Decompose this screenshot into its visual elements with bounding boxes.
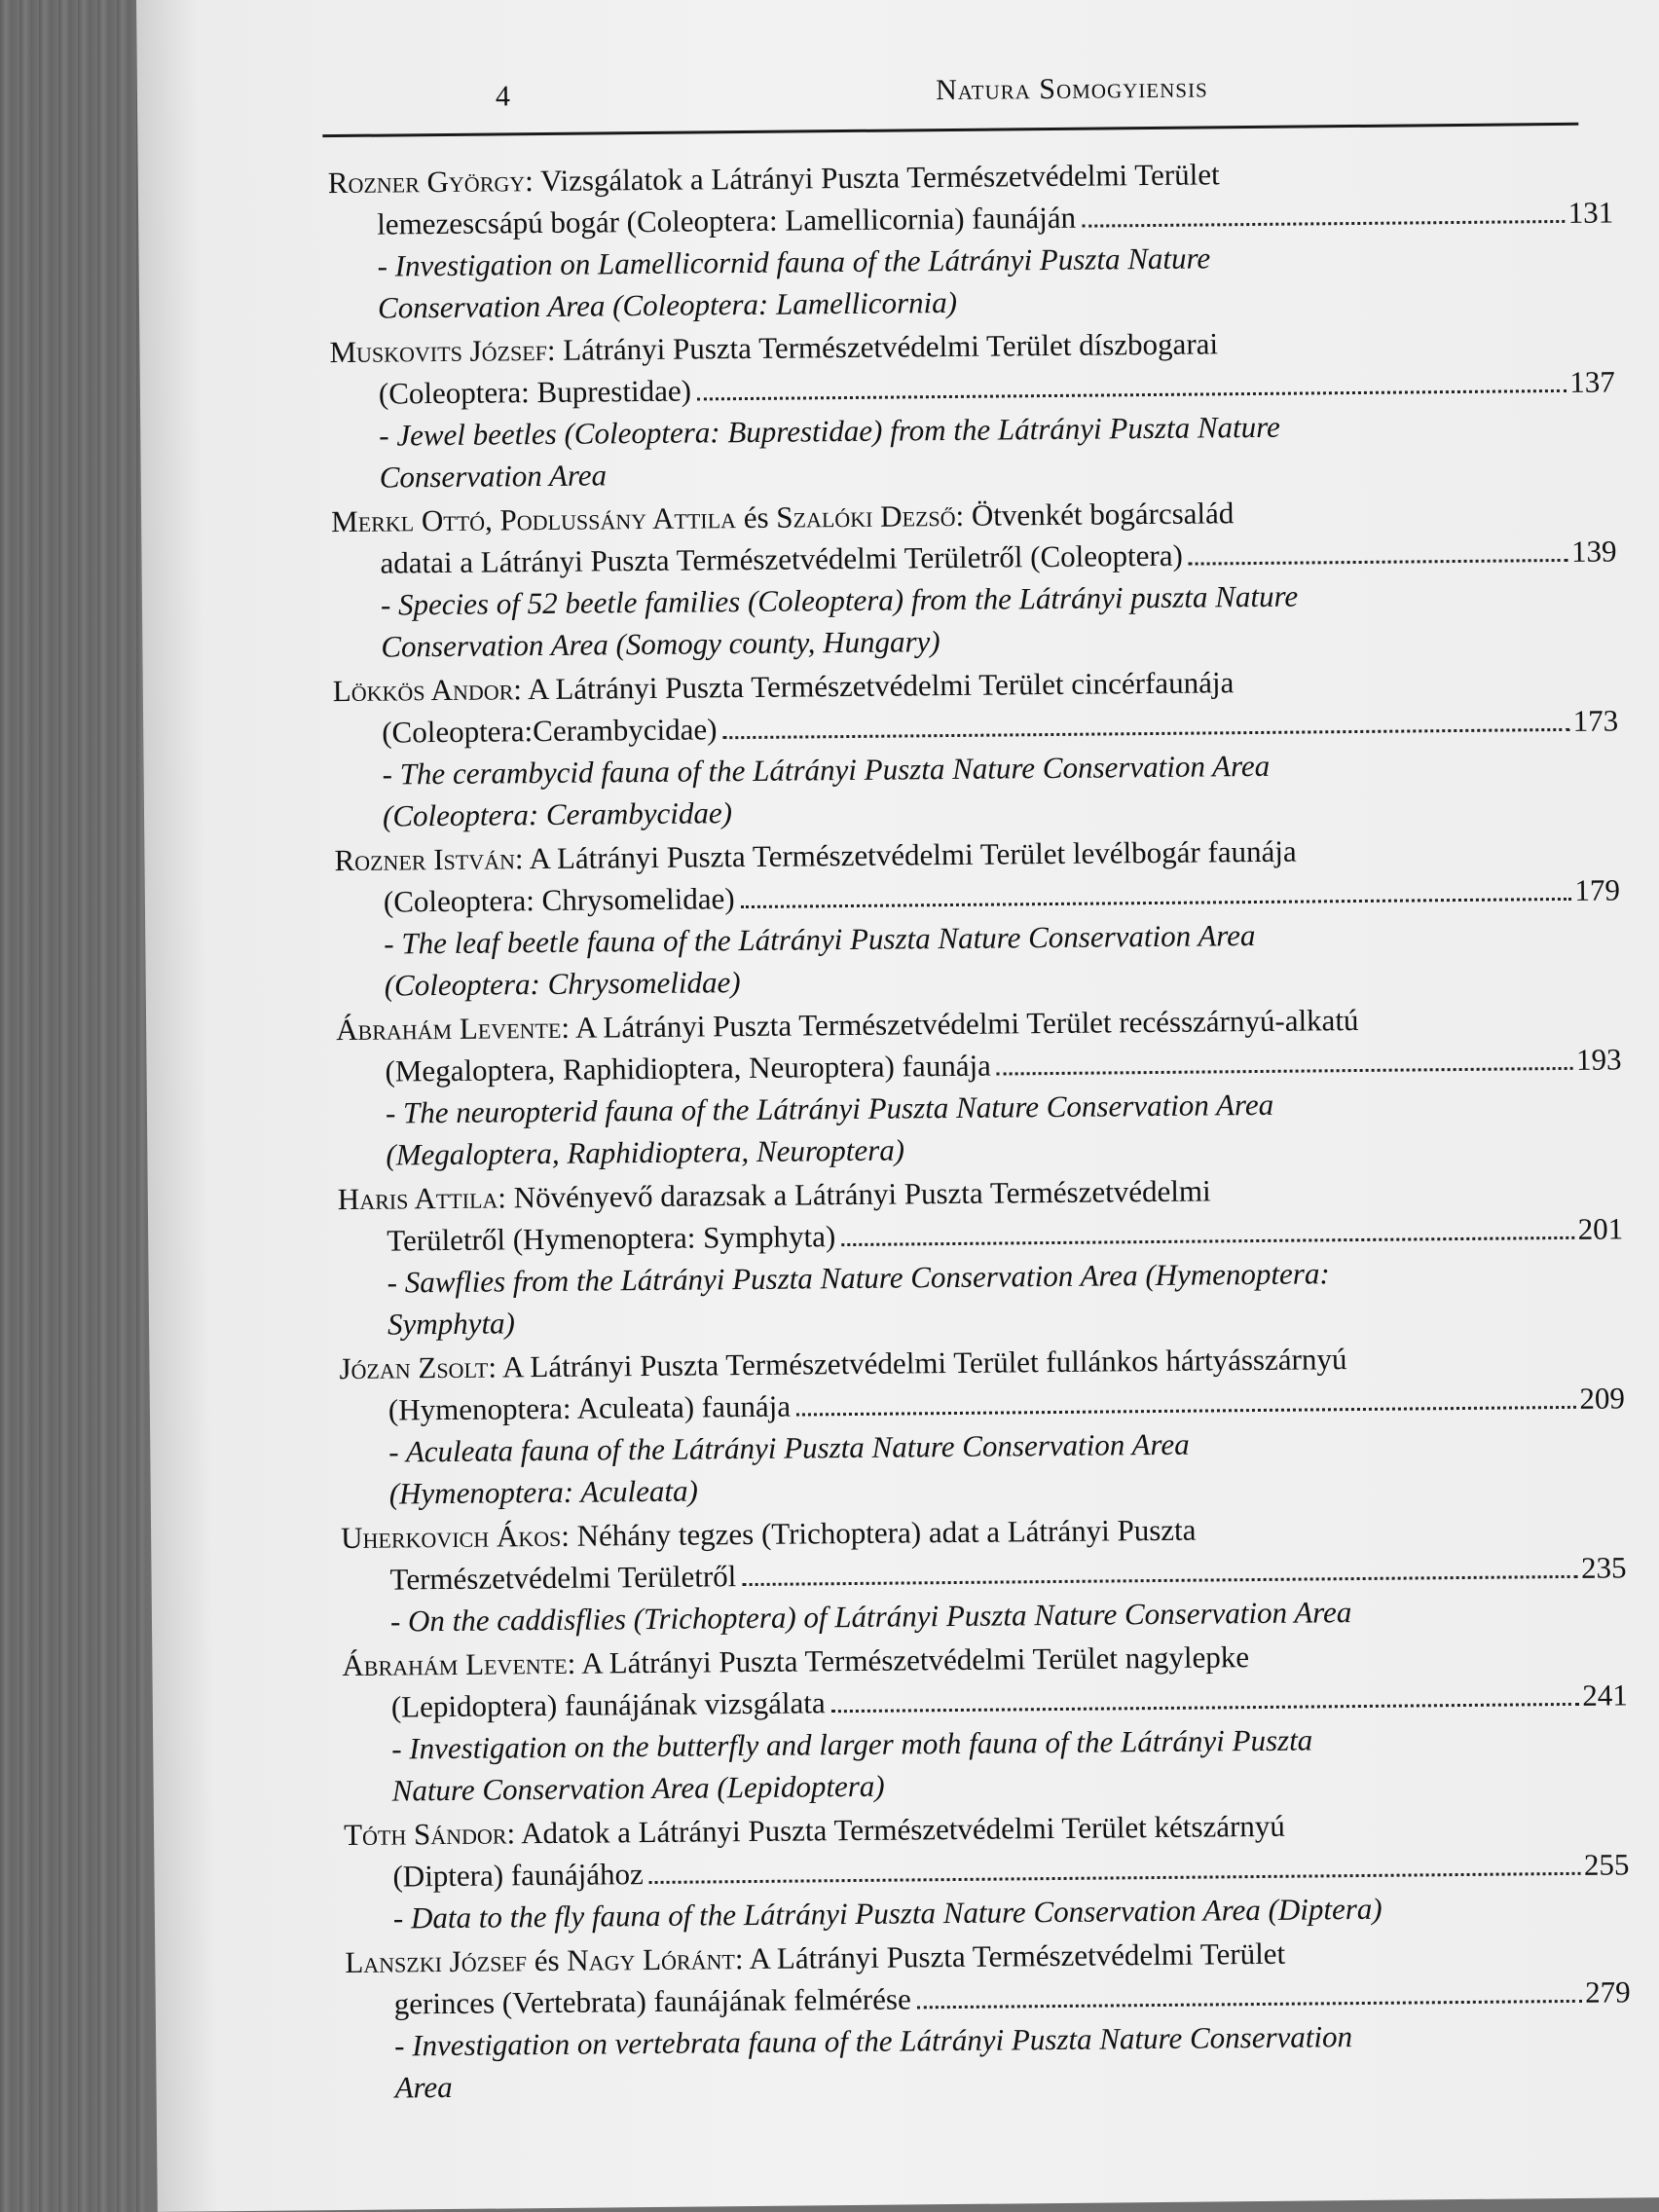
title-continuation: (Coleoptera: Buprestidae) [378,373,692,411]
title-english: Area [394,2069,453,2105]
title-english: - Investigation on Lamellicornid fauna of the Látrányi Puszta Nature [377,240,1211,283]
title-english: (Megaloptera, Raphidioptera, Neuroptera) [386,1132,905,1172]
author-name: Rozner György [327,164,526,201]
author-name: Rozner István [334,841,516,878]
toc-entry [345,1929,1632,2109]
toc-entry [333,657,1620,837]
title-continuation: (Diptera) faunájához [392,1857,644,1894]
page-reference: 201 [1577,1211,1624,1246]
title-english: - Sawflies from the Látrányi Puszta Nature Conservation Area (Hymenoptera: [387,1256,1330,1300]
author-name: Lökkös Andor [332,672,514,709]
author-name: Ábrahám Levente [335,1010,562,1048]
leader-dots [997,1067,1572,1076]
author-name: Tóth Sándor [343,1816,507,1853]
title-continuation: lemezescsápú bogár (Coleoptera: Lamellicornia) faunáján [377,200,1077,241]
toc-entry [328,149,1615,329]
running-header [322,64,1579,137]
author-conjunction: és [526,1942,568,1978]
page-reference: 235 [1580,1550,1627,1585]
title-english: Symphyta) [387,1306,516,1342]
page-reference: 209 [1579,1381,1626,1416]
title-english: Conservation Area [379,458,608,495]
title-english: - Jewel beetles (Coleoptera: Buprestidae) from the Látrányi Puszta Nature [379,409,1280,453]
page-reference: 139 [1570,534,1617,569]
leader-dots [1189,559,1567,566]
title-hungarian: : Néhány tegzes (Trichoptera) adat a Látrányi Puszta [561,1512,1197,1553]
title-continuation: Természetvédelmi Területről [389,1559,737,1597]
title-hungarian: : Látrányi Puszta Természetvédelmi Terület díszbogarai [546,326,1219,367]
toc-entry [344,1801,1630,1939]
title-english: Nature Conservation Area (Lepidoptera) [391,1768,885,1808]
title-english: - Investigation on vertebrata fauna of the Látrányi Puszta Nature Conservation [394,2019,1353,2063]
leader-dots [1082,220,1565,228]
title-english: Conservation Area (Coleoptera: Lamellicornia) [377,284,958,325]
title-hungarian: : Adatok a Látrányi Puszta Természetvédelmi Terület kétszárnyú [506,1808,1285,1851]
title-hungarian: : A Látrányi Puszta Természetvédelmi Terület [734,1936,1286,1976]
author-name: Merkl Ottó, Podlussány Attila [330,500,737,539]
leader-dots [742,1575,1577,1586]
title-hungarian: : A Látrányi Puszta Természetvédelmi Terület levélbogár faunája [514,833,1297,876]
title-hungarian: : Ötvenkét bogárcsalád [955,496,1235,533]
author-name: Szalóki Dezső [776,498,956,535]
title-hungarian: : A Látrányi Puszta Természetvédelmi Terület cincérfaunája [513,665,1235,707]
author-name: Nagy Lóránt [567,1941,736,1977]
title-english: Conservation Area (Somogy county, Hungary) [381,624,940,664]
book-page [136,0,1659,2212]
title-continuation: (Lepidoptera) faunájának vizsgálata [390,1685,826,1724]
toc-entry [342,1632,1629,1812]
title-english: - Species of 52 beetle families (Coleoptera) from the Látrányi puszta Nature [380,578,1299,622]
leader-dots [697,389,1566,401]
leader-dots [917,2000,1582,2009]
page-reference: 279 [1585,1974,1631,2009]
title-continuation: (Coleoptera:Cerambycidae) [382,712,718,750]
title-english: - Data to the fly fauna of the Látrányi Puszta Nature Conservation Area (Diptera) [392,1891,1382,1936]
title-continuation: gerinces (Vertebrata) faunájának felmérése [393,1981,911,2021]
page-number: 4 [495,80,511,113]
author-conjunction: és [735,499,777,535]
title-hungarian: : A Látrányi Puszta Természetvédelmi Terület recésszárnyú-alkatú [561,1002,1359,1045]
author-name: Lanszki József [345,1943,528,1980]
leader-dots [796,1406,1575,1417]
title-english: - Aculeata fauna of the Látrányi Puszta Nature Conservation Area [388,1426,1190,1469]
title-continuation: adatai a Látrányi Puszta Természetvédelmi Területről (Coleoptera) [380,537,1183,580]
leader-dots [841,1236,1574,1246]
leader-dots [649,1872,1580,1884]
author-name: Muskovits József [329,332,548,370]
title-continuation: (Coleoptera: Chrysomelidae) [383,881,735,919]
toc-entry [334,827,1621,1007]
author-name: Ábrahám Levente [342,1645,568,1683]
leader-dots [831,1703,1579,1713]
author-name: Uherkovich Ákos [341,1518,562,1556]
title-hungarian: : Vizsgálatok a Látrányi Puszta Természetvédelmi Terület [525,157,1220,199]
toc-entry [338,1165,1625,1346]
author-name: Józan Zsolt [339,1349,489,1386]
title-english: (Coleoptera: Chrysomelidae) [384,965,741,1003]
page-reference: 255 [1583,1847,1630,1882]
title-continuation: Területről (Hymenoptera: Symphyta) [387,1219,836,1258]
toc-entry [341,1504,1627,1642]
page-reference: 179 [1574,872,1621,907]
title-english: - Investigation on the butterfly and larger moth fauna of the Látrányi Puszta [391,1722,1313,1766]
title-hungarian: : Növényevő darazsak a Látrányi Puszta Természetvédelmi [498,1173,1211,1215]
title-english: - The neuropterid fauna of the Látrányi Puszta Nature Conservation Area [385,1087,1274,1130]
toc-entry [336,996,1623,1176]
title-english: - The cerambycid fauna of the Látrányi Puszta Nature Conservation Area [382,748,1271,792]
toc-entry [339,1335,1626,1515]
title-hungarian: : A Látrányi Puszta Természetvédelmi Terület nagylepke [567,1640,1250,1680]
title-english: (Hymenoptera: Aculeata) [388,1473,698,1511]
title-hungarian: : A Látrányi Puszta Természetvédelmi Terület fullánkos hártyásszárnyú [488,1342,1347,1384]
author-name: Haris Attila [337,1180,498,1217]
title-english: - On the caddisflies (Trichoptera) of Látrányi Puszta Nature Conservation Area [389,1595,1352,1639]
leader-dots [723,728,1569,739]
page-reference: 193 [1575,1042,1622,1077]
page-reference: 173 [1572,703,1619,738]
title-english: - The leaf beetle fauna of the Látrányi Puszta Nature Conservation Area [384,918,1256,961]
page-reference: 241 [1582,1677,1628,1713]
toc-entry [329,318,1616,498]
table-of-contents [328,149,1632,2111]
title-english: (Coleoptera: Cerambycidae) [382,795,733,833]
title-continuation: (Hymenoptera: Aculeata) faunája [387,1388,792,1427]
journal-title: Natura Somogyiensis [936,71,1208,107]
title-continuation: (Megaloptera, Raphidioptera, Neuroptera) faunája [385,1048,992,1088]
leader-dots [741,898,1571,908]
page-reference: 131 [1567,195,1614,230]
background-fabric [0,0,146,2212]
page-reference: 137 [1569,364,1616,399]
toc-entry [331,488,1618,668]
